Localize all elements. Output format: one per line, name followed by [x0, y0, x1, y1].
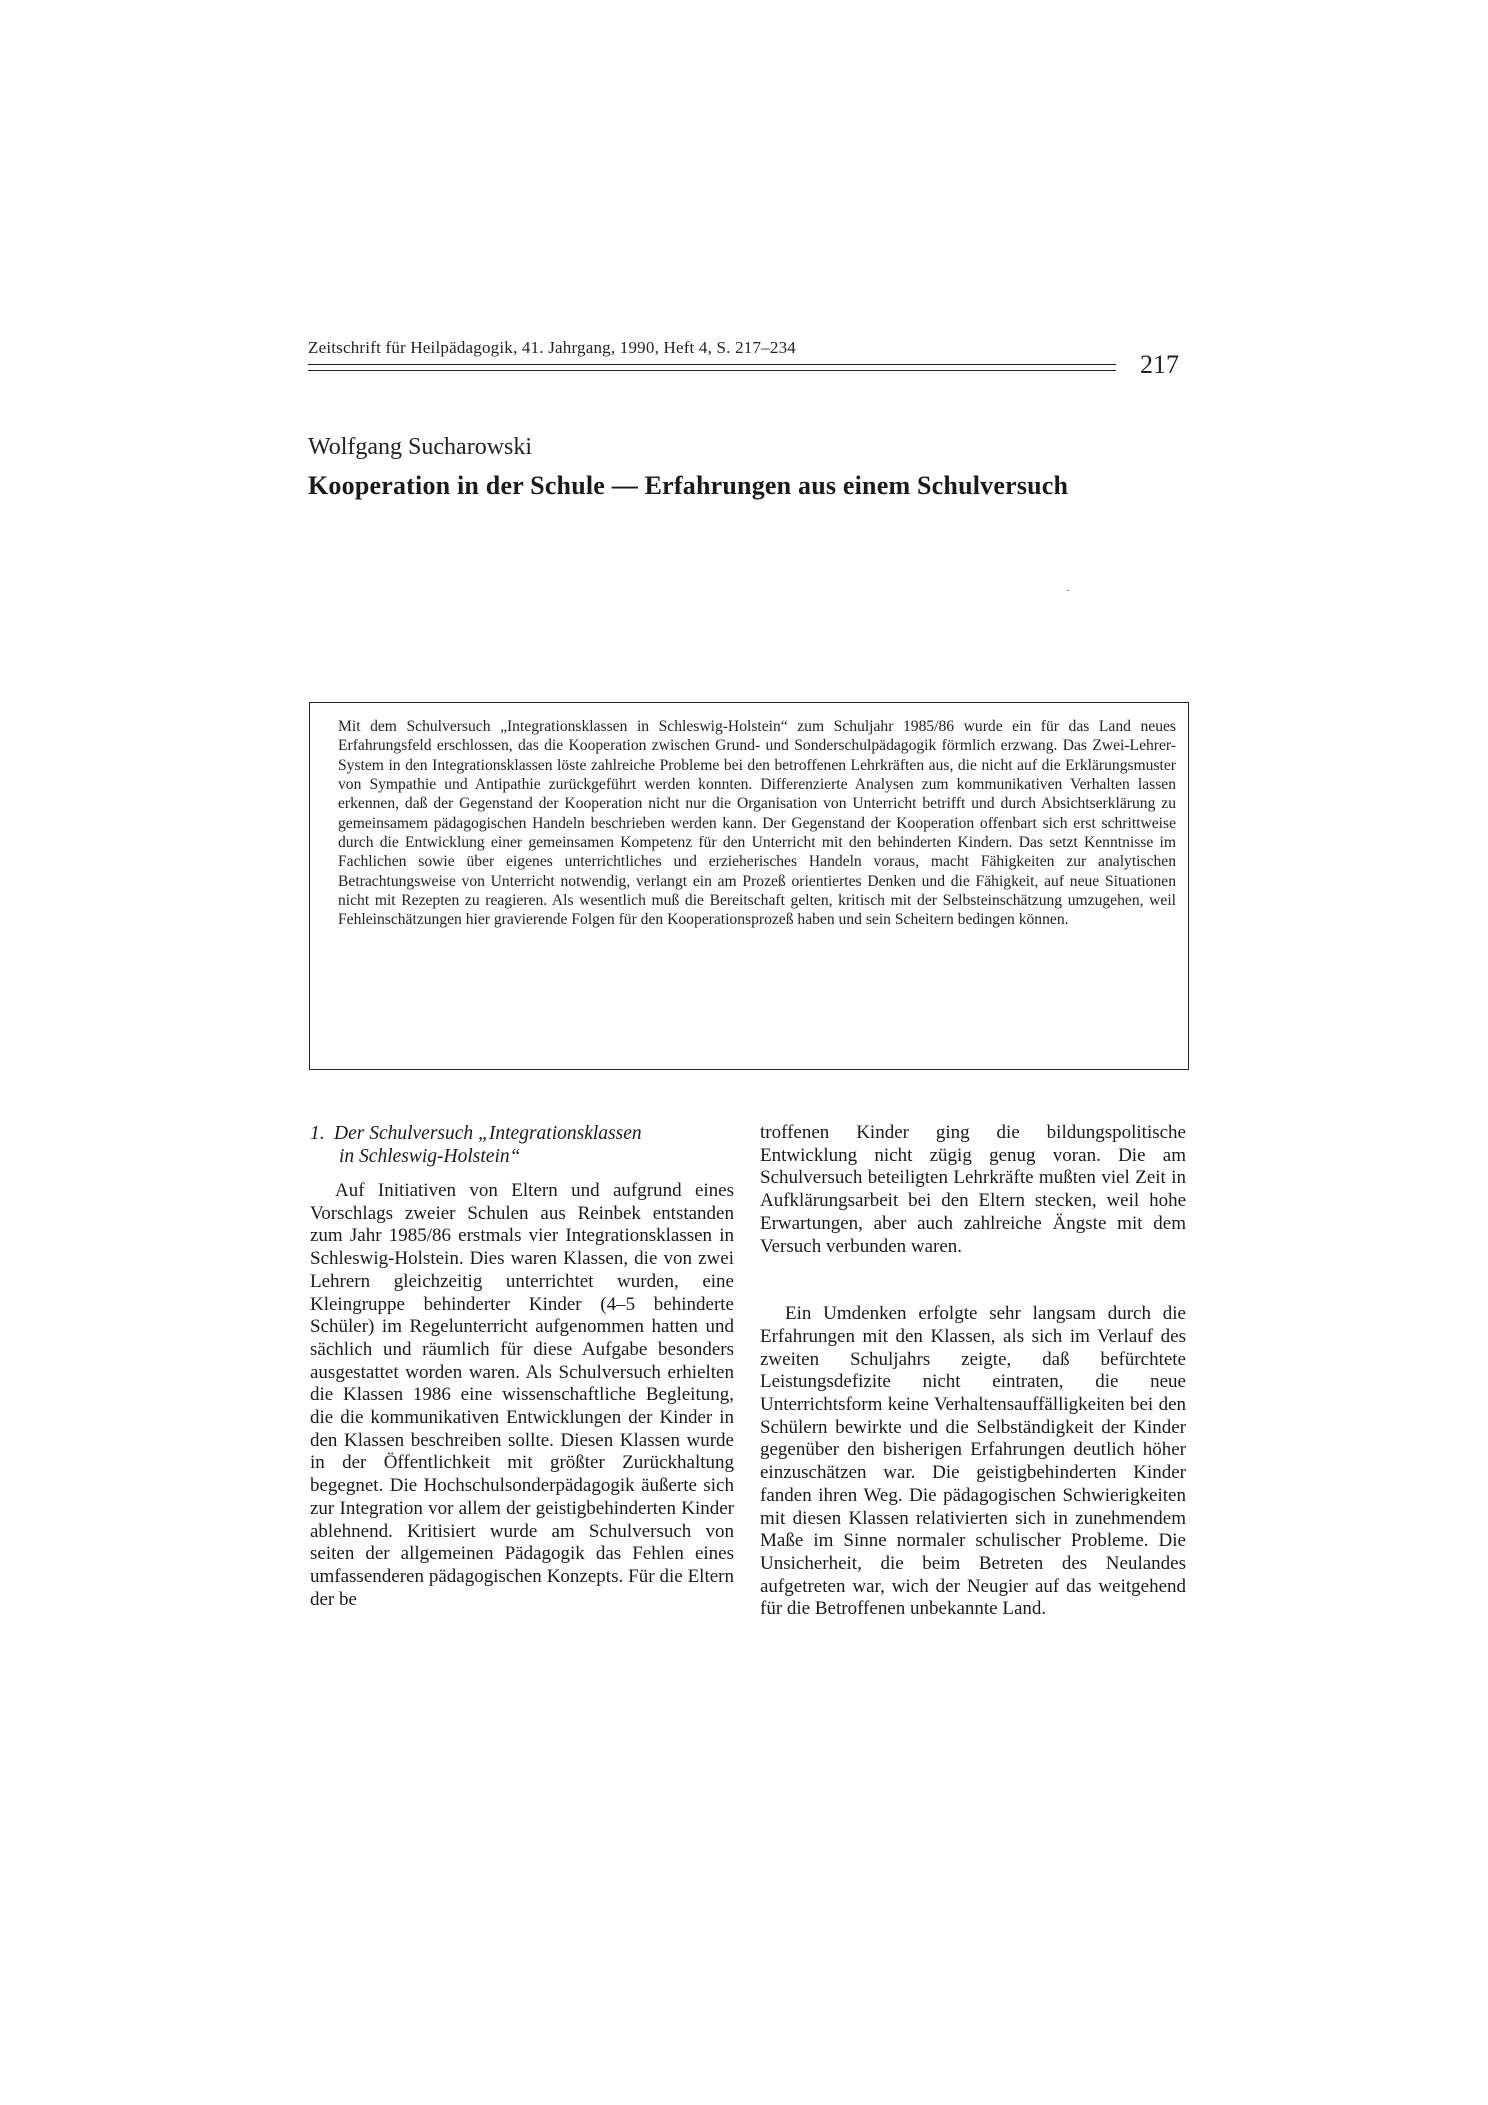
- page-number: 217: [1140, 350, 1179, 379]
- body-paragraph-1-continued: troffenen Kinder ging die bildungspolitische Entwicklung nicht zügig genug voran. Die am Schulversuch beteiligten Lehrkräfte mußten viel Zeit in Aufklärungsarbeit bei den Eltern stecken, weil hohe Erwartungen, aber auch zahlreiche Ängste mit dem Versuch verbunden waren.: [760, 1122, 1186, 1257]
- section-number: 1.: [310, 1123, 325, 1144]
- right-column: [760, 1122, 1186, 1621]
- abstract-box: [309, 702, 1189, 1070]
- scan-speck: [1067, 590, 1069, 591]
- article-title: Kooperation in der Schule — Erfahrungen aus einem Schulversuch: [308, 471, 1069, 500]
- author-name: Wolfgang Sucharowski: [308, 434, 533, 460]
- abstract-text: Mit dem Schulversuch „Integrationsklassen in Schleswig-Holstein“ zum Schuljahr 1985/86 wurde ein für das Land neues Erfahrungsfeld erschlossen, das die Kooperation zwischen Grund- und Sonderschulpädagogik förmlich erzwang. Das Zwei-Lehrer-System in den Integrationsklassen löste zahlreiche Probleme bei den betroffenen Lehrkräften aus, die nicht auf die Erklärungsmuster von Sympathie und Antipathie zurückgeführt werden konnten. Differenzierte Analysen zum kommunikativen Verhalten lassen erkennen, daß der Gegenstand der Kooperation nicht nur die Organisation von Unterricht betrifft und durch Absichtserklärung zu gemeinsamem pädagogischen Handeln beschrieben werden kann. Der Gegenstand der Kooperation offenbart sich erst schrittweise durch die Entwicklung einer gemeinsamen Kompetenz für den Unterricht mit den behinderten Kindern. Das setzt Kenntnisse im Fachlichen sowie über eigenes unterrichtliches und erzieherisches Handeln voraus, macht Fähigkeiten zur analytischen Betrachtungsweise von Unterricht notwendig, verlangt ein am Prozeß orientiertes Denken und die Fähigkeit, auf neue Situationen nicht mit Rezepten zu reagieren. Als wesentlich muß die Bereitschaft gelten, kritisch mit der Selbsteinschätzung umzugehen, weil Fehleinschätzungen hier gravierende Folgen für den Kooperationsprozeß haben und sein Scheitern bedingen können.: [338, 718, 1176, 929]
- header-rule-top: [308, 364, 1116, 365]
- header-rule-bottom: [308, 370, 1116, 371]
- paragraph-gap: [760, 1258, 1186, 1303]
- body-paragraph-2: Ein Umdenken erfolgte sehr langsam durch die Erfahrungen mit den Klassen, als sich im Verlauf des zweiten Schuljahrs zeigte, daß befürchtete Leistungsdefizite nicht eintraten, die neue Unterrichtsform keine Verhaltensauffälligkeiten bei den Schülern bewirkte und die Selbständigkeit der Kinder gegenüber den bisherigen Erfahrungen deutlich höher einzuschätzen war. Die geistigbehinderten Kinder fanden ihren Weg. Die pädagogischen Schwierigkeiten mit diesen Klassen relativierten sich in zunehmendem Maße im Sinne normaler schulischer Probleme. Die Unsicherheit, die beim Betreten des Neulandes aufgetreten war, wich der Neugier auf das weitgehend für die Betroffenen unbekannte Land.: [760, 1303, 1186, 1620]
- section-heading: [310, 1122, 734, 1168]
- section-heading-line1: Der Schulversuch „Integrationsklassen: [334, 1123, 642, 1144]
- section-heading-line2: in Schleswig-Holstein“: [339, 1146, 521, 1167]
- journal-citation: Zeitschrift für Heilpädagogik, 41. Jahrgang, 1990, Heft 4, S. 217–234: [308, 338, 796, 357]
- left-column: [310, 1122, 734, 1611]
- body-paragraph-1: Auf Initiativen von Eltern und aufgrund eines Vorschlags zweier Schulen aus Reinbek entstanden zum Jahr 1985/86 erstmals vier Integrationsklassen in Schleswig-Holstein. Dies waren Klassen, die von zwei Lehrern gleichzeitig unterrichtet wurden, eine Kleingruppe behinderter Kinder (4–5 behinderte Schüler) im Regelunterricht aufgenommen hatten und sächlich und räumlich für diese Aufgabe besonders ausgestattet worden waren. Als Schulversuch erhielten die Klassen 1986 eine wissenschaftliche Begleitung, die die kommunikativen Entwicklungen der Kinder in den Klassen beschreiben sollte. Diesen Klassen wurde in der Öffentlichkeit mit größter Zurückhaltung begegnet. Die Hochschulsonderpädagogik äußerte sich zur Integration vor allem der geistigbehinderten Kinder ablehnend. Kritisiert wurde am Schulversuch von seiten der allgemeinen Pädagogik das Fehlen eines umfassenderen pädagogischen Konzepts. Für die Eltern der be: [310, 1180, 734, 1610]
